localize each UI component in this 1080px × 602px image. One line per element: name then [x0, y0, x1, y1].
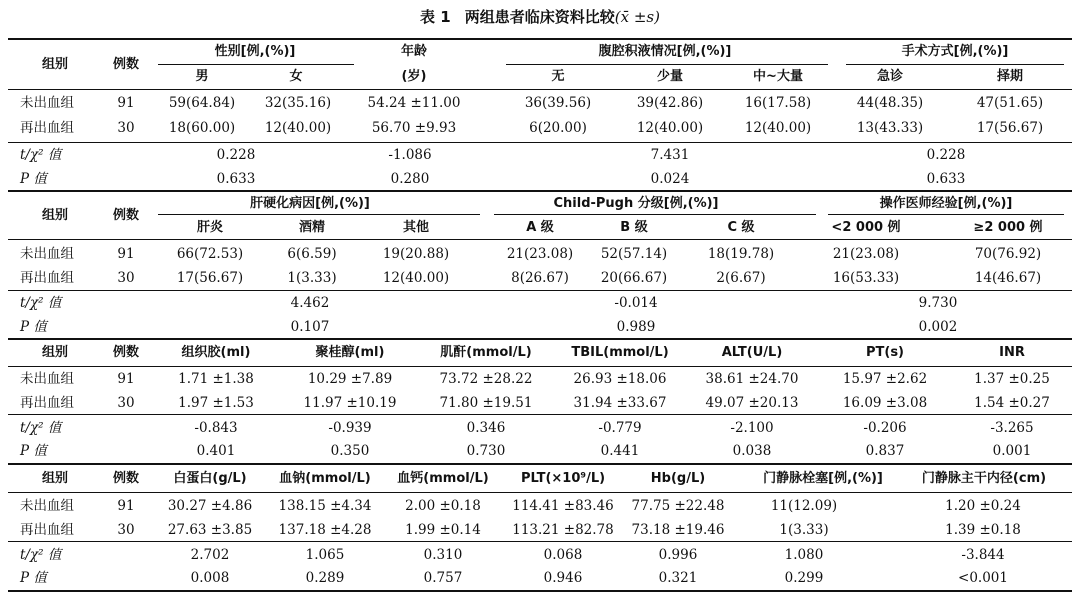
rule-s3-header [8, 366, 1072, 367]
s4-group-b: 再出血组 [20, 522, 74, 538]
s4-a-plt: 114.41 ±83.46 [512, 498, 614, 514]
s3-p-polidocanol: 0.350 [330, 443, 370, 459]
s4-h-calcium: 血钙(mmol/L) [397, 471, 489, 486]
s2-t-cause: 4.462 [290, 295, 330, 311]
s2-b-other: 12(40.00) [382, 270, 450, 286]
s3-b-glue: 1.97 ±1.53 [178, 395, 254, 411]
s2-group-b: 再出血组 [20, 270, 74, 286]
s3-a-creatinine: 73.72 ±28.22 [439, 371, 533, 387]
s2-ge2000-header: ≥2 000 例 [973, 220, 1043, 235]
rule-s1-header [8, 89, 1072, 90]
s2-a-lt2000: 21(23.08) [832, 246, 900, 262]
s4-a-albumin: 30.27 ±4.86 [167, 498, 253, 514]
s4-t-calcium: 0.310 [423, 547, 463, 563]
s1-a-small: 39(42.86) [636, 95, 704, 111]
s1-a-male: 59(64.84) [168, 95, 236, 111]
s4-p-hb: 0.321 [658, 570, 698, 586]
rule-bottom [8, 590, 1072, 592]
rule-s2-end [8, 338, 1072, 340]
s3-t-inr: -3.265 [990, 420, 1034, 436]
s2-alcohol-header: 酒精 [298, 220, 326, 235]
s3-b-inr: 1.54 ±0.27 [974, 395, 1050, 411]
s4-t-albumin: 2.702 [190, 547, 230, 563]
s4-a-hb: 77.75 ±22.48 [631, 498, 725, 514]
s4-t-plt: 0.068 [543, 547, 583, 563]
s1-a-elective: 47(51.65) [976, 95, 1044, 111]
s2-b-lt2000: 16(53.33) [832, 270, 900, 286]
s1-b-age: 56.70 ±9.93 [371, 120, 457, 136]
s4-t-hb: 0.996 [658, 547, 698, 563]
s3-t-pt: -0.206 [863, 420, 907, 436]
s1-surgery-header: 手术方式[例,(%)] [901, 44, 1009, 59]
s3-group-header: 组别 [41, 345, 69, 360]
s4-p-calcium: 0.757 [423, 570, 463, 586]
s3-a-polidocanol: 10.29 ±7.89 [307, 371, 393, 387]
s4-h-plt: PLT(×10⁹/L) [520, 471, 606, 486]
s3-a-pt: 15.97 ±2.62 [842, 371, 928, 387]
s3-p-label: P 值 [20, 443, 47, 459]
rule-top [8, 38, 1072, 40]
s4-p-sodium: 0.289 [305, 570, 345, 586]
s1-b-none: 6(20.00) [529, 120, 587, 136]
s1-a-emergency: 44(48.35) [856, 95, 924, 111]
s1-t-label: t/χ² 值 [20, 147, 62, 163]
s2-t-childpugh: -0.014 [614, 295, 658, 311]
s3-h-creatinine: 肌酐(mmol/L) [440, 345, 532, 360]
s4-t-thrombosis: 1.080 [784, 547, 824, 563]
s3-count-header: 例数 [112, 345, 140, 360]
s4-b-calcium: 1.99 ±0.14 [405, 522, 481, 538]
s3-a-glue: 1.71 ±1.38 [178, 371, 254, 387]
s1-t-ascites: 7.431 [650, 147, 690, 163]
s1-p-ascites: 0.024 [650, 171, 690, 187]
s3-n-a: 91 [117, 371, 135, 387]
s4-a-thrombosis: 11(12.09) [770, 498, 838, 514]
s4-h-diameter: 门静脉主干内径(cm) [921, 471, 1047, 486]
s2-childpugh-header: Child-Pugh 分级[例,(%)] [553, 196, 719, 211]
s2-b-ge2000: 14(46.67) [974, 270, 1042, 286]
s3-p-pt: 0.837 [865, 443, 905, 459]
s3-group-b: 再出血组 [20, 395, 74, 411]
underline-ascites [506, 64, 828, 65]
s4-n-a: 91 [117, 498, 135, 514]
s1-p-label: P 值 [20, 171, 47, 187]
s2-p-childpugh: 0.989 [616, 319, 656, 335]
s3-t-creatinine: 0.346 [466, 420, 506, 436]
underline-sex [158, 64, 354, 65]
s4-t-sodium: 1.065 [305, 547, 345, 563]
s2-lt2000-header: <2 000 例 [831, 220, 901, 235]
rule-s2-data [8, 290, 1072, 291]
s4-h-hb: Hb(g/L) [650, 471, 706, 486]
rule-s3-data [8, 414, 1072, 415]
s1-t-age: -1.086 [388, 147, 432, 163]
s4-p-albumin: 0.008 [190, 570, 230, 586]
s1-age-unit: (岁) [401, 69, 427, 84]
s2-b-grade-a: 8(26.67) [511, 270, 569, 286]
s2-p-label: P 值 [20, 319, 47, 335]
s3-a-tbil: 26.93 ±18.06 [573, 371, 667, 387]
s1-p-surgery: 0.633 [926, 171, 966, 187]
s3-p-creatinine: 0.730 [466, 443, 506, 459]
s3-p-alt: 0.038 [732, 443, 772, 459]
s3-t-label: t/χ² 值 [20, 420, 62, 436]
s1-a-none: 36(39.56) [524, 95, 592, 111]
s2-n-a: 91 [117, 246, 135, 262]
s2-b-grade-c: 2(6.67) [716, 270, 766, 286]
s1-age-header: 年龄 [400, 44, 428, 59]
s3-h-glue: 组织胶(ml) [181, 345, 251, 360]
s1-t-sex: 0.228 [216, 147, 256, 163]
s1-emergency-header: 急诊 [876, 69, 904, 84]
s3-n-b: 30 [117, 395, 135, 411]
s2-a-hepatitis: 66(72.53) [176, 246, 244, 262]
s2-other-header: 其他 [402, 220, 430, 235]
s4-t-diameter: -3.844 [961, 547, 1005, 563]
s1-moderate-header: 中~大量 [753, 69, 803, 84]
s4-count-header: 例数 [112, 471, 140, 486]
s1-ascites-header: 腹腔积液情况[例,(%)] [598, 44, 732, 59]
s1-sex-header: 性别[例,(%)] [214, 44, 296, 59]
s1-b-emergency: 13(43.33) [856, 120, 924, 136]
s4-a-diameter: 1.20 ±0.24 [945, 498, 1021, 514]
s1-group-header: 组别 [41, 57, 69, 72]
s1-n-a: 91 [117, 95, 135, 111]
s4-b-sodium: 137.18 ±4.28 [278, 522, 372, 538]
s3-b-alt: 49.07 ±20.13 [705, 395, 799, 411]
s3-a-inr: 1.37 ±0.25 [974, 371, 1050, 387]
s3-p-tbil: 0.441 [600, 443, 640, 459]
s4-h-thrombosis: 门静脉栓塞[例,(%)] [763, 471, 883, 486]
underline-cause [158, 214, 480, 215]
s3-h-polidocanol: 聚桂醇(ml) [315, 345, 385, 360]
s4-h-albumin: 白蛋白(g/L) [173, 471, 247, 486]
s4-t-label: t/χ² 值 [20, 547, 62, 563]
rule-s3-end [8, 463, 1072, 465]
s3-p-glue: 0.401 [196, 443, 236, 459]
s1-p-sex: 0.633 [216, 171, 256, 187]
table-number: 表 1 [420, 8, 451, 26]
s4-p-label: P 值 [20, 570, 47, 586]
s1-b-male: 18(60.00) [168, 120, 236, 136]
s1-b-elective: 17(56.67) [976, 120, 1044, 136]
s2-grade-a-header: A 级 [526, 220, 554, 235]
rule-s4-header [8, 492, 1072, 493]
s2-a-grade-a: 21(23.08) [506, 246, 574, 262]
s1-a-female: 32(35.16) [264, 95, 332, 111]
s4-p-diameter: <0.001 [958, 570, 1008, 586]
s4-group-a: 未出血组 [20, 498, 74, 514]
s2-t-experience: 9.730 [918, 295, 958, 311]
s1-a-moderate: 16(17.58) [744, 95, 812, 111]
rule-s4-data [8, 541, 1072, 542]
s3-b-pt: 16.09 ±3.08 [842, 395, 928, 411]
s1-b-small: 12(40.00) [636, 120, 704, 136]
s2-a-other: 19(20.88) [382, 246, 450, 262]
s3-b-tbil: 31.94 ±33.67 [573, 395, 667, 411]
s3-group-a: 未出血组 [20, 371, 74, 387]
s2-a-grade-b: 52(57.14) [600, 246, 668, 262]
s4-b-diameter: 1.39 ±0.18 [945, 522, 1021, 538]
underline-childpugh [494, 214, 816, 215]
underline-experience [828, 214, 1064, 215]
s2-experience-header: 操作医师经验[例,(%)] [879, 196, 1013, 211]
s2-grade-c-header: C 级 [727, 220, 755, 235]
s3-h-alt: ALT(U/L) [721, 345, 783, 360]
s2-group-a: 未出血组 [20, 246, 74, 262]
s4-b-hb: 73.18 ±19.46 [631, 522, 725, 538]
s2-a-grade-c: 18(19.78) [707, 246, 775, 262]
s2-t-label: t/χ² 值 [20, 295, 62, 311]
s3-t-tbil: -0.779 [598, 420, 642, 436]
s4-b-thrombosis: 1(3.33) [779, 522, 829, 538]
s4-p-plt: 0.946 [543, 570, 583, 586]
s4-b-plt: 113.21 ±82.78 [512, 522, 614, 538]
s3-h-inr: INR [999, 345, 1025, 360]
rule-s2-header [8, 239, 1072, 240]
s1-group-b: 再出血组 [20, 120, 74, 136]
s4-group-header: 组别 [41, 471, 69, 486]
s1-n-b: 30 [117, 120, 135, 136]
s1-small-header: 少量 [656, 69, 684, 84]
s2-hepatitis-header: 肝炎 [196, 220, 224, 235]
s1-b-female: 12(40.00) [264, 120, 332, 136]
s3-p-inr: 0.001 [992, 443, 1032, 459]
s2-n-b: 30 [117, 270, 135, 286]
s2-group-header: 组别 [41, 208, 69, 223]
s3-h-tbil: TBIL(mmol/L) [571, 345, 669, 360]
underline-surgery [846, 64, 1064, 65]
s2-b-grade-b: 20(66.67) [600, 270, 668, 286]
s4-a-sodium: 138.15 ±4.34 [278, 498, 372, 514]
s1-group-a: 未出血组 [20, 95, 74, 111]
s3-b-creatinine: 71.80 ±19.51 [439, 395, 533, 411]
s2-grade-b-header: B 级 [620, 220, 648, 235]
s1-count-header: 例数 [112, 57, 140, 72]
s1-p-age: 0.280 [390, 171, 430, 187]
s2-cause-header: 肝硬化病因[例,(%)] [250, 196, 370, 211]
s2-a-alcohol: 6(6.59) [287, 246, 337, 262]
s2-p-cause: 0.107 [290, 319, 330, 335]
s2-b-hepatitis: 17(56.67) [176, 270, 244, 286]
s2-a-ge2000: 70(76.92) [974, 246, 1042, 262]
s4-p-thrombosis: 0.299 [784, 570, 824, 586]
s1-b-moderate: 12(40.00) [744, 120, 812, 136]
s1-female-header: 女 [289, 69, 303, 84]
s2-p-experience: 0.002 [918, 319, 958, 335]
s1-male-header: 男 [195, 69, 209, 84]
s4-h-sodium: 血钠(mmol/L) [279, 471, 371, 486]
s3-t-glue: -0.843 [194, 420, 238, 436]
s3-a-alt: 38.61 ±24.70 [705, 371, 799, 387]
s1-t-surgery: 0.228 [926, 147, 966, 163]
table-caption: 两组患者临床资料比较 [464, 8, 615, 26]
s3-t-polidocanol: -0.939 [328, 420, 372, 436]
s1-none-header: 无 [551, 69, 565, 84]
s1-elective-header: 择期 [996, 69, 1024, 84]
s3-t-alt: -2.100 [730, 420, 774, 436]
rule-s1-data [8, 142, 1072, 143]
s2-count-header: 例数 [112, 208, 140, 223]
s2-b-alcohol: 1(3.33) [287, 270, 337, 286]
s4-a-calcium: 2.00 ±0.18 [405, 498, 481, 514]
s4-n-b: 30 [117, 522, 135, 538]
s4-b-albumin: 27.63 ±3.85 [167, 522, 253, 538]
s3-b-polidocanol: 11.97 ±10.19 [303, 395, 397, 411]
table-title [0, 6, 1080, 27]
rule-s1-end [8, 190, 1072, 192]
s3-h-pt: PT(s) [865, 345, 905, 360]
s1-a-age: 54.24 ±11.00 [367, 95, 461, 111]
table-stat-symbol: (x̄ ±s) [614, 8, 660, 26]
